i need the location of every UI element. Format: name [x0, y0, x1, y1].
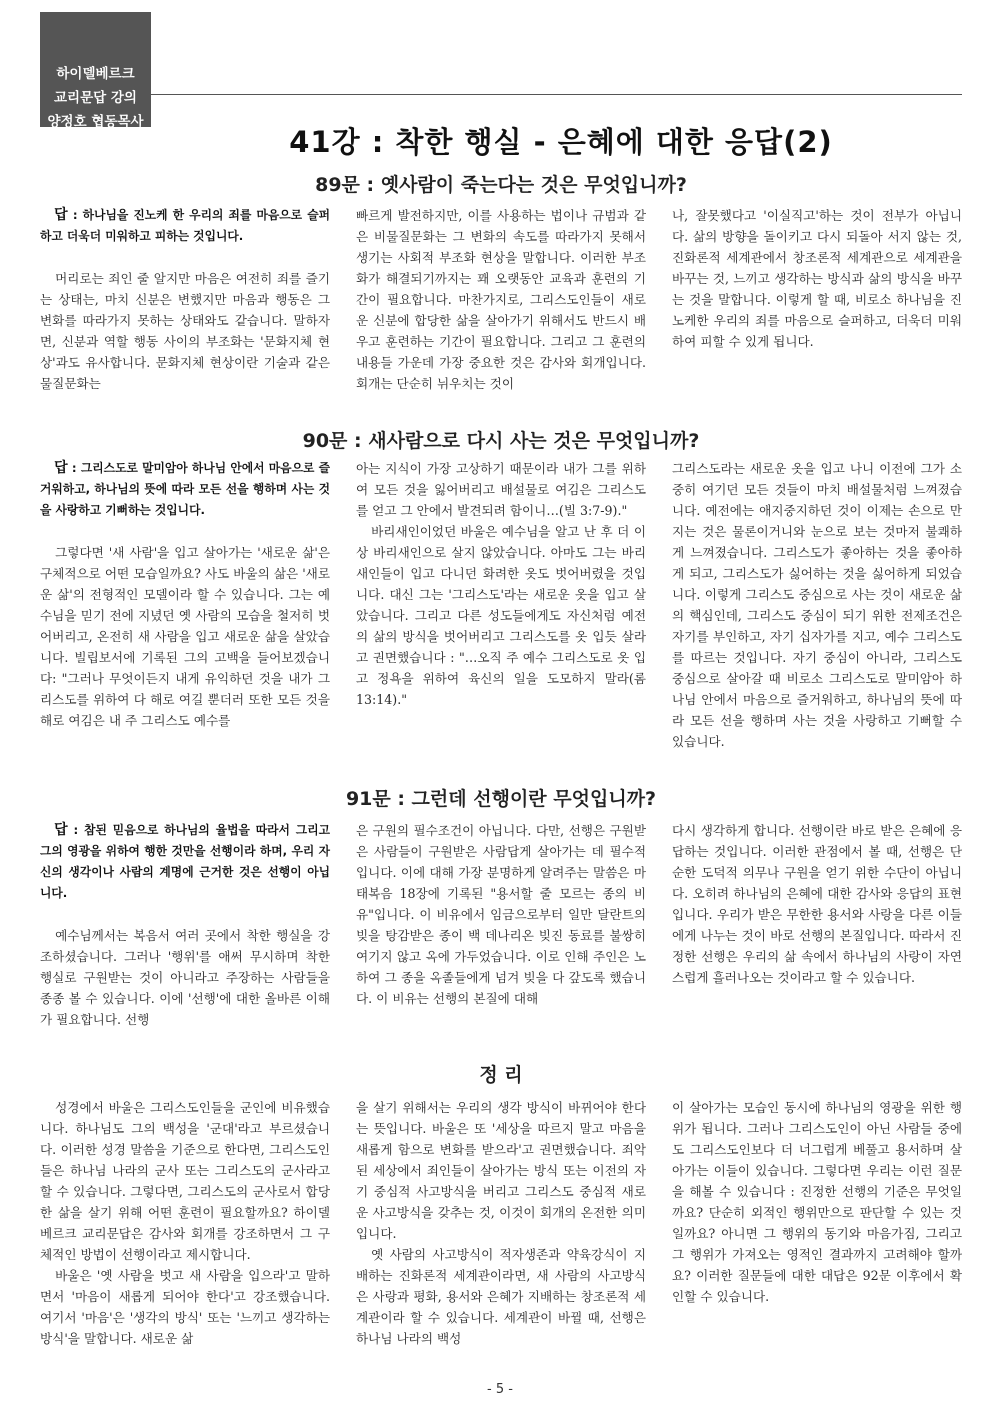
q90-title: 90문 : 새사람으로 다시 사는 것은 무엇입니까?: [302, 430, 700, 452]
q91-paragraph-2: 은 구원의 필수조건이 아닙니다. 다만, 선행은 구원받은 사람들이 구원받은 사람답게 살아가는 데 필수적입니다. 이에 대해 가장 분명하게 알려주는 말씀은 마태복음 18장에 기록된 "용서할 줄 모르는 종의 비유"입니다. 이 비유에서 임금으로부터 일만 달란트의 빚을 탕감받은 종이 백 데나리온 빚진 동료를 불쌍히 여기지 않고 옥에 가두었습니다. 이로 인해 주인은 노하여 그 종을 옥졸들에게 넘겨 빚을 다 갚도록 했습니다. 이 비유는 선행의 본질에 대해: [356, 823, 646, 1006]
summary-col-2: [356, 1097, 646, 1349]
q90-paragraph-1: 그렇다면 '새 사람'을 입고 살아가는 '새로운 삶'은 구체적으로 어떤 모습일까요? 사도 바울의 삶은 '새로운 삶'의 전형적인 모델이라 할 수 있습니다. 그는 예수님을 믿기 전에 지녔던 옛 사람의 모습을 철저히 벗어버리고, 온전히 새 사람을 입고 새로운 삶을 살았습니다. 빌립보서에 기록된 그의 고백을 들어보겠습니다: "그러나 무엇이든지 내게 유익하던 것을 내가 그리스도를 위하여 다 해로 여길 뿐더러 또한 모든 것을 해로 여김은 내 주 그리스도 예수를: [40, 545, 330, 728]
author-box: [40, 12, 151, 130]
q89-paragraph-2: 빠르게 발전하지만, 이를 사용하는 법이나 규범과 같은 비물질문화는 그 변화의 속도를 따라가지 못해서 생기는 사회적 부조화 현상을 말합니다. 이러한 부조화가 해결되기까지는 꽤 오랫동안 교육과 훈련의 기간이 필요합니다. 마찬가지로, 그리스도인들이 새로운 신분에 합당한 삶을 살아가기 위해서도 반드시 배우고 훈련하는 기간이 필요합니다. 그리고 그 훈련의 내용들 가운데 가장 중요한 것은 감사와 회개입니다. 회개는 단순히 뉘우치는 것이: [356, 208, 646, 391]
summary-paragraph-2: 바울은 '옛 사람을 벗고 새 사람을 입으라'고 말하면서 '마음이 새롭게 되어야 한다'고 강조했습니다. 여기서 '마음'은 '생각의 방식' 또는 '느끼고 생각하는 방식'을 말합니다. 새로운 삶: [40, 1268, 330, 1346]
answer-text: : 그리스도로 말미암아 하나님 안에서 마음으로 즐거워하고, 하나님의 뜻에 따라 모든 선을 행하며 사는 것을 사랑하고 기뻐하는 것입니다.: [40, 461, 330, 517]
q90-col-2: [356, 458, 646, 752]
q90-body: [40, 458, 962, 752]
q91-col-2: [356, 820, 646, 1030]
answer-label: 답: [54, 207, 68, 223]
q89-col-1: [40, 205, 330, 394]
summary-paragraph-4: 옛 사람의 사고방식이 적자생존과 약육강식이 지배하는 진화론적 세계관이라면, 새 사람의 사고방식은 사랑과 평화, 용서와 은혜가 지배하는 창조론적 세계관이라 할 수 있습니다. 세계관이 바뀔 때, 선행은 하나님 나라의 백성: [356, 1247, 646, 1346]
q89-paragraph-1: 머리로는 죄인 줄 알지만 마음은 여전히 죄를 즐기는 상태는, 마치 신분은 변했지만 마음과 행동은 그 변화를 따라가지 못하는 상태와도 같습니다. 말하자면, 신분과 역할 행동 사이의 부조화는 '문화지체 현상'과도 유사합니다. 문화지체 현상이란 기술과 같은 물질문화는: [40, 271, 330, 391]
answer-text: : 하나님을 진노케 한 우리의 죄를 마음으로 슬퍼하고 더욱더 미워하고 피하는 것입니다.: [40, 208, 330, 243]
q89-answer: [40, 205, 330, 247]
q90-col-1: [40, 458, 330, 752]
q91-paragraph-3: 다시 생각하게 합니다. 선행이란 바로 받은 은혜에 응답하는 것입니다. 이러한 관점에서 볼 때, 선행은 단순한 도덕적 의무나 구원을 얻기 위한 수단이 아닙니다. 오히려 하나님의 은혜에 대한 감사와 응답의 표현입니다. 우리가 받은 무한한 용서와 사랑을 다른 이들에게 나누는 것이 바로 선행의 본질입니다. 따라서 진정한 선행은 우리의 삶 속에서 하나님의 사랑이 자연스럽게 흘러나오는 것이라고 할 수 있습니다.: [672, 823, 962, 985]
q89-paragraph-3: 나, 잘못했다고 '이실직고'하는 것이 전부가 아닙니다. 삶의 방향을 돌이키고 다시 되돌아 서지 않는 것, 진화론적 세계관에서 창조론적 세계관으로 세계관을 바꾸는 것, 느끼고 생각하는 방식과 삶의 방식을 바꾸는 것을 말합니다. 이렇게 할 때, 비로소 하나님을 진노케한 우리의 죄를 마음으로 슬퍼하고, 더욱더 미워하여 피할 수 있게 됩니다.: [672, 208, 962, 349]
q91-answer: [40, 820, 330, 904]
q89-col-2: [356, 205, 646, 394]
page-number: - 5 -: [487, 1382, 513, 1397]
q90-answer: [40, 458, 330, 521]
q91-body: [40, 820, 962, 1030]
answer-label: 답: [54, 822, 68, 838]
q91-col-3: [672, 820, 962, 1030]
summary-body: [40, 1097, 962, 1349]
answer-text: : 참된 믿음으로 하나님의 율법을 따라서 그리고 그의 영광을 위하여 행한 것만을 선행이라 하며, 우리 자신의 생각이나 사람의 계명에 근거한 것은 선행이 아닙니다.: [40, 823, 330, 900]
series-name: 하이델베르크: [56, 66, 135, 82]
summary-paragraph-5: 이 살아가는 모습인 동시에 하나님의 영광을 위한 행위가 됩니다. 그러나 그리스도인이 아닌 사람들 중에도 그리스도인보다 더 너그럽게 베풀고 용서하며 살아가는 이들이 있습니다. 그렇다면 우리는 이런 질문을 해볼 수 있습니다 : 진정한 선행의 기준은 무엇일까요? 단순히 외적인 행위만으로 판단할 수 있는 것일까요? 아니면 그 행위의 동기와 마음가짐, 그리고 그 행위가 가져오는 영적인 결과까지 고려해야 할까요? 이러한 질문들에 대한 대답은 92문 이후에서 확인할 수 있습니다.: [672, 1100, 962, 1304]
lecture-name: 교리문답 강의: [54, 90, 137, 106]
page-title: 41강 : 착한 행실 - 은혜에 대한 응답(2): [289, 125, 833, 159]
summary-paragraph-3: 을 살기 위해서는 우리의 생각 방식이 바뀌어야 한다는 뜻입니다. 바울은 또 '세상을 따르지 말고 마음을 새롭게 함으로 변화를 받으라'고 권면했습니다. 죄악된 세상에서 죄인들이 살아가는 방식 또는 이전의 자기 중심적 사고방식을 버리고 그리스도 중심적 새로운 사고방식을 갖추는 것, 이것이 회개의 온전한 의미입니다.: [356, 1100, 646, 1241]
summary-paragraph-1: 성경에서 바울은 그리스도인들을 군인에 비유했습니다. 하나님도 그의 백성을 '군대'라고 부르셨습니다. 이러한 성경 말씀을 기준으로 한다면, 그리스도인들은 하나님 나라의 군사 또는 그리스도의 군사라고 할 수 있습니다. 그렇다면, 그리스도의 군사로서 합당한 삶을 살기 위해 어떤 훈련이 필요할까요? 하이델베르크 교리문답은 감사와 회개를 강조하면서 그 구체적인 방법이 선행이라고 제시합니다.: [40, 1100, 330, 1262]
q89-col-3: [672, 205, 962, 394]
q91-col-1: [40, 820, 330, 1030]
q90-paragraph-2: 아는 지식이 가장 고상하기 때문이라 내가 그를 위하여 모든 것을 잃어버리고 배설물로 여김은 그리스도를 얻고 그 안에서 발견되려 함이니…(빌 3:7-9).": [356, 461, 646, 518]
summary-col-1: [40, 1097, 330, 1349]
q90-paragraph-4: 그리스도라는 새로운 옷을 입고 나니 이전에 그가 소중히 여기던 모든 것들이 마치 배설물처럼 느껴졌습니다. 예전에는 애지중지하던 것이 이제는 손으로 만지는 것은 물론이거니와 눈으로 보는 것마저 불쾌하게 느껴졌습니다. 그리스도가 좋아하는 것을 좋아하게 되고, 그리스도가 싫어하는 것을 싫어하게 되었습니다. 이렇게 그리스도 중심으로 사는 것이 새로운 삶의 핵심인데, 그리스도 중심이 되기 위한 전제조건은 자기를 부인하고, 자기 십자가를 지고, 예수 그리스도를 따르는 것입니다. 자기 중심이 아니라, 그리스도 중심으로 살아갈 때 비로소 그리스도로 말미암아 하나님 안에서 마음으로 즐거워하고, 하나님의 뜻에 따라 모든 선을 행하며 사는 것을 사랑하고 기뻐할 수 있습니다.: [672, 461, 962, 749]
q90-paragraph-3: 바리새인이었던 바울은 예수님을 알고 난 후 더 이상 바리새인으로 살지 않았습니다. 아마도 그는 바리새인들이 입고 다니던 화려한 옷도 벗어버렸을 것입니다. 대신 그는 '그리스도'라는 새로운 옷을 입고 살았습니다. 그리고 다른 성도들에게도 자신처럼 예전의 삶의 방식을 벗어버리고 그리스도를 옷 입듯 살라고 권면했습니다 : "…오직 주 예수 그리스도로 옷 입고 정욕을 위하여 육신의 일을 도모하지 말라(롬 13:14).": [356, 524, 646, 707]
q89-body: [40, 205, 962, 394]
summary-title: 정 리: [479, 1064, 523, 1086]
q89-title: 89문 : 옛사람이 죽는다는 것은 무엇입니까?: [315, 174, 687, 196]
q91-title: 91문 : 그런데 선행이란 무엇입니까?: [345, 788, 657, 810]
q90-col-3: [672, 458, 962, 752]
header-rule: [151, 94, 962, 95]
author-name: 양정호 협동목사: [47, 114, 144, 130]
summary-col-3: [672, 1097, 962, 1349]
answer-label: 답: [54, 460, 68, 476]
q91-paragraph-1: 예수님께서는 복음서 여러 곳에서 착한 행실을 강조하셨습니다. 그러나 '행위'를 애써 무시하며 착한 행실로 구원받는 것이 아니라고 주장하는 사람들을 종종 볼 수 있습니다. 이에 '선행'에 대한 올바른 이해가 필요합니다. 선행: [40, 928, 330, 1027]
